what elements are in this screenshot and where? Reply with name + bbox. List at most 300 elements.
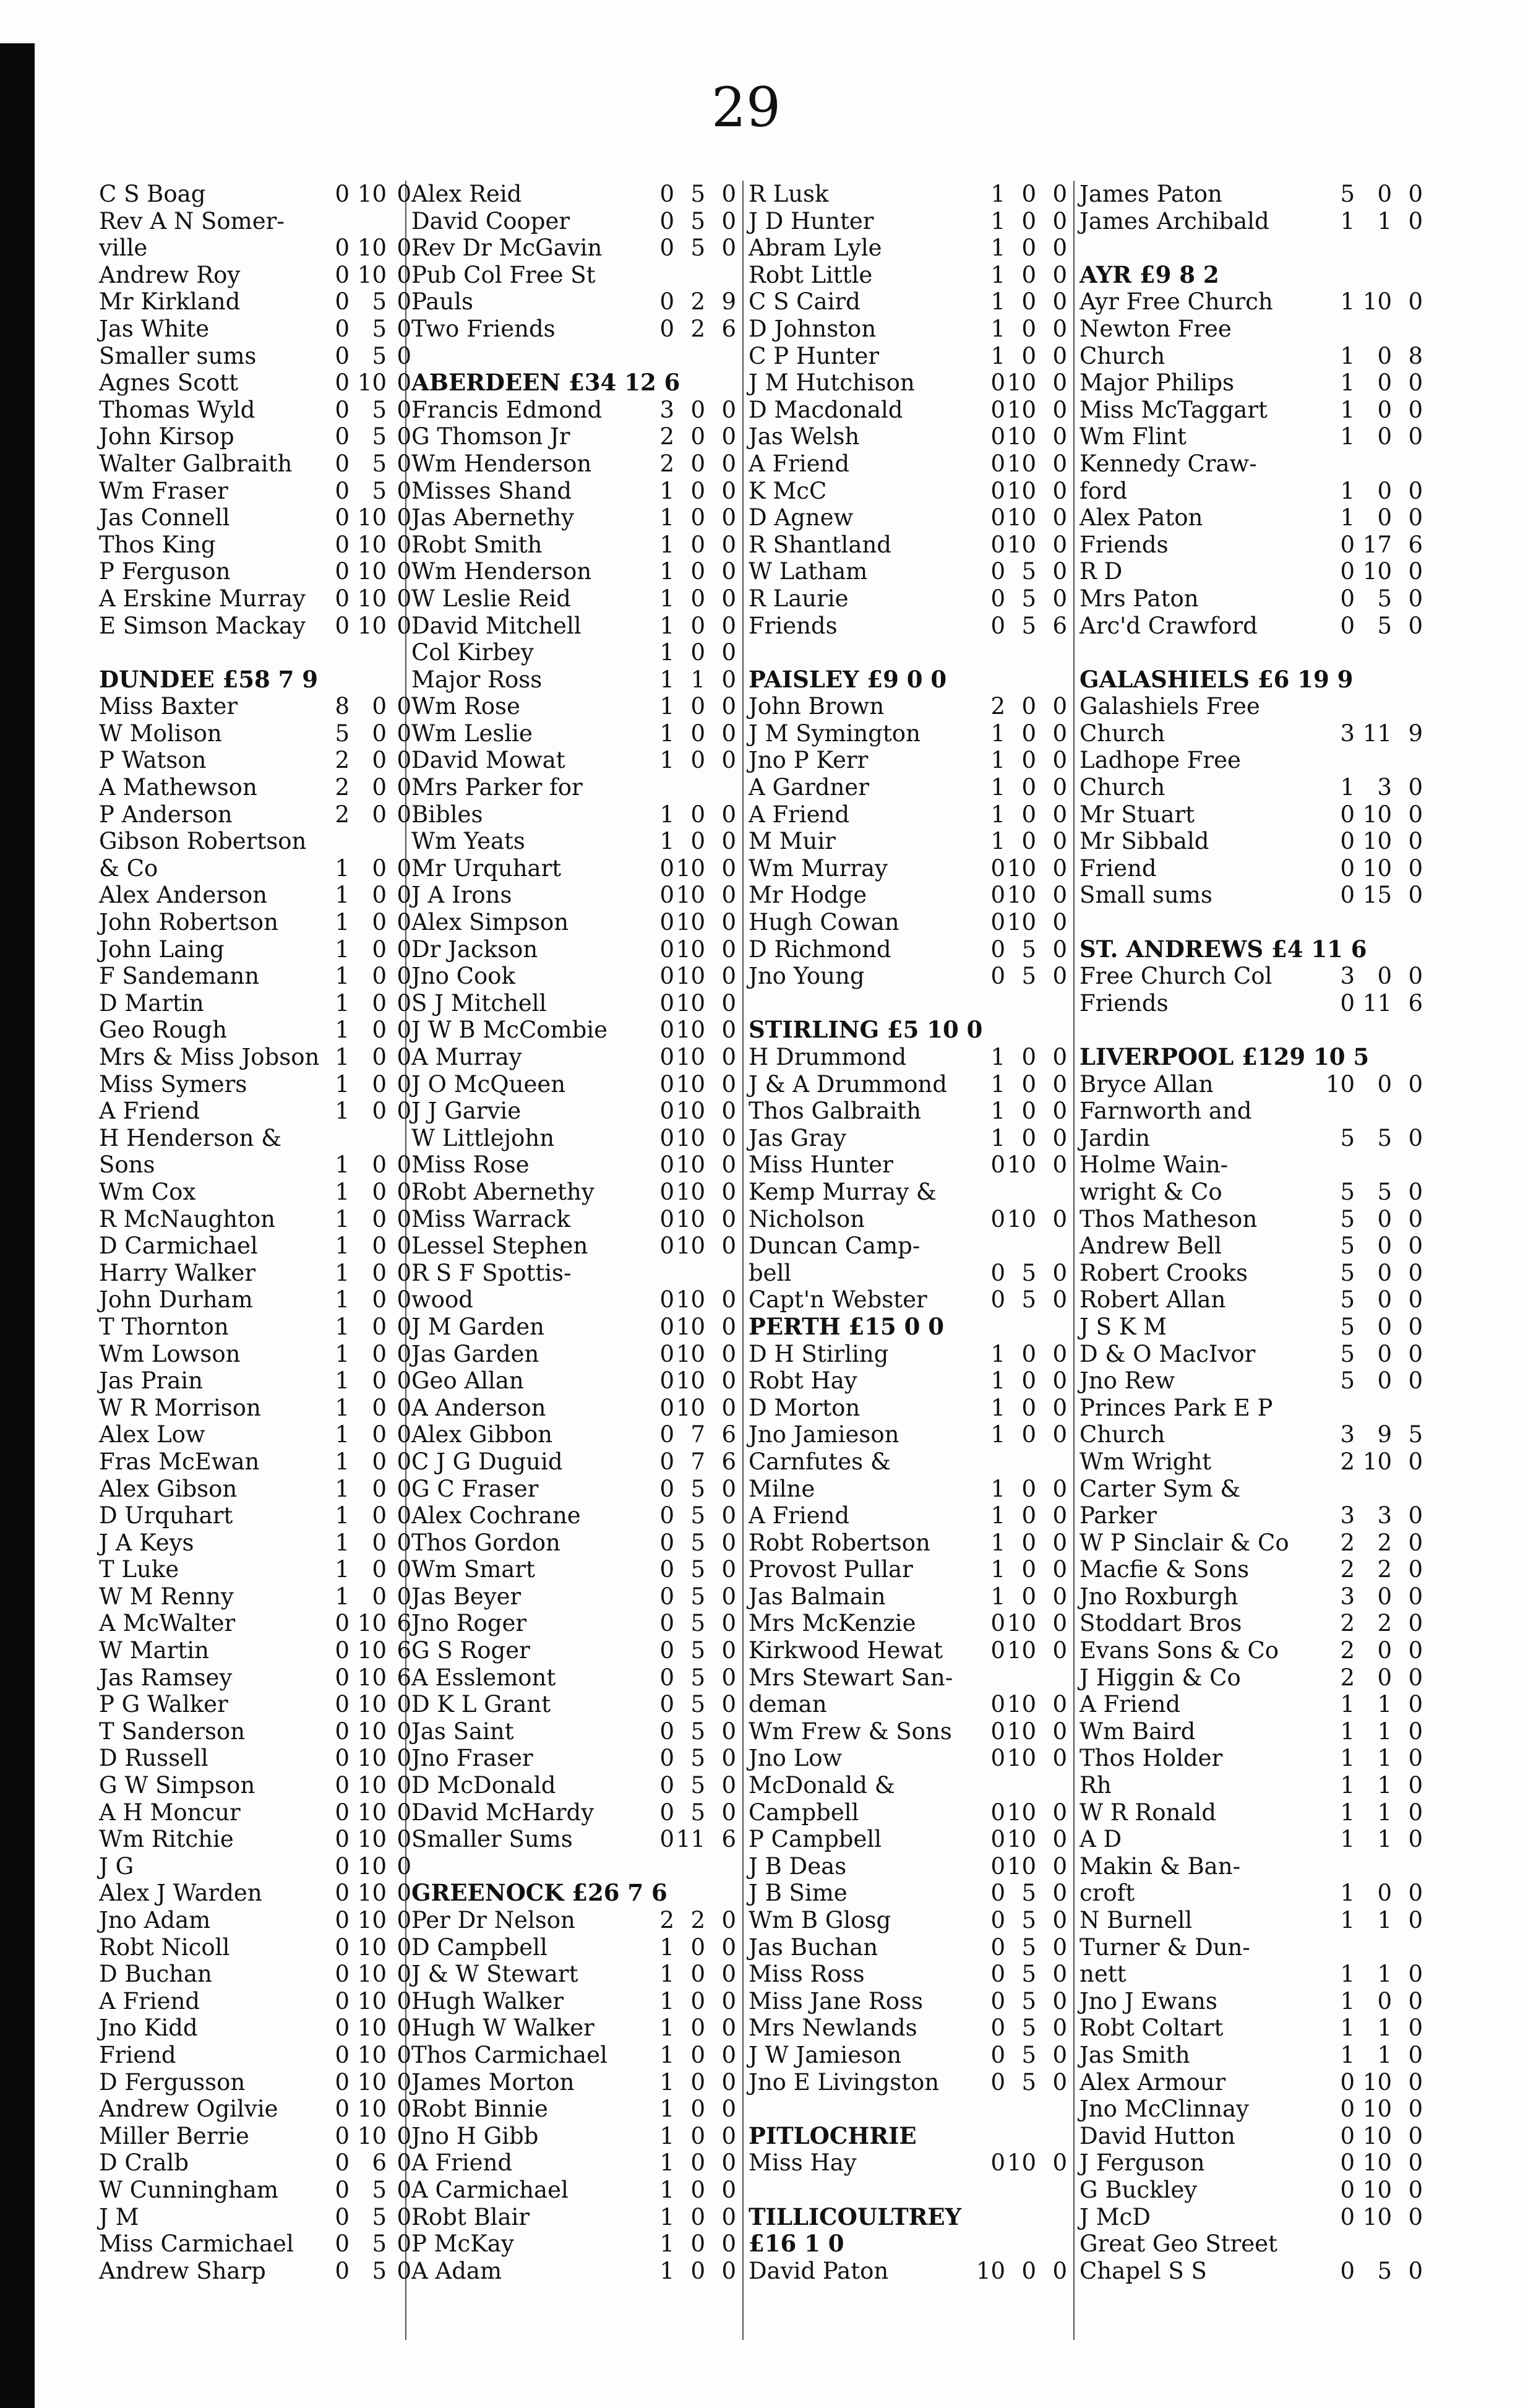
list-entry [1079,450,1426,478]
list-entry [99,854,411,882]
amount-shillings: 0 [690,801,705,828]
amount-pounds: 0 [659,1070,674,1098]
amount-shillings: 0 [1021,1340,1036,1367]
amount-pence: 5 [1408,1421,1423,1448]
list-entry [99,1070,411,1098]
amount-pounds: 1 [1340,288,1355,316]
subscriber-name: D Agnew [749,504,854,531]
amount-shillings: 0 [372,1259,387,1286]
subscriber-name: Major Philips [1079,369,1235,397]
amount-shillings: 0 [690,504,705,531]
list-entry [99,2149,411,2177]
subscriber-name: Jas White [99,315,210,342]
list-entry [411,1637,745,1664]
list-entry [1079,1448,1426,1476]
subscriber-name: W M Renny [99,1583,234,1610]
subscriber-name: Gibson Robertson [99,828,307,855]
amount-pence: 0 [1052,1933,1067,1961]
amount-pence: 0 [721,801,736,828]
list-entry [411,639,745,666]
subscriber-name: Bibles [411,801,483,828]
amount-shillings: 5 [690,1475,705,1502]
amount-shillings: 0 [372,1583,387,1610]
amount-pence: 0 [1052,477,1067,504]
list-entry [411,693,745,720]
subscriber-name: Miss Hay [749,2149,857,2177]
list-entry [99,423,411,450]
list-entry [749,666,1076,694]
subscriber-name: Mrs Stewart San- [749,1664,953,1691]
amount-pence: 6 [1052,612,1067,639]
amount-pounds: 1 [335,1178,350,1205]
list-entry [99,1691,411,1718]
list-entry [1079,1098,1426,1125]
amount-pounds: 0 [335,2096,350,2123]
amount-pence: 0 [721,1772,736,1799]
subscriber-name: C J G Duguid [411,1448,563,1475]
subscriber-name: Alex J Warden [99,1880,262,1907]
subscriber-name: Per Dr Nelson [411,1907,575,1933]
amount-shillings: 10 [1007,1799,1036,1826]
amount-pence: 0 [721,2122,736,2149]
amount-pence: 0 [1052,1610,1067,1637]
binding-edge [0,43,35,2408]
subscriber-name: Wm Leslie [411,720,533,747]
amount-pounds: 1 [990,342,1005,369]
amount-pounds: 0 [990,2041,1005,2068]
amount-shillings: 10 [1007,1826,1036,1853]
list-entry [1079,531,1426,559]
amount-pence: 0 [1408,2096,1423,2123]
list-entry [99,1637,411,1664]
subscriber-name: D Russell [99,1745,208,1772]
amount-pence: 0 [721,2015,736,2042]
subscriber-name: wood [411,1286,473,1314]
amount-pence: 0 [721,2230,736,2258]
subscriber-name: Jas Welsh [749,423,860,450]
amount-pounds: 1 [659,2176,674,2203]
list-entry [1079,1286,1426,1314]
list-entry [1079,2258,1426,2285]
list-entry [411,1232,745,1260]
amount-pounds: 1 [335,1151,350,1179]
amount-shillings: 0 [690,1933,705,1961]
subscriber-name: P G Walker [99,1691,228,1718]
amount-pence: 0 [721,1098,736,1125]
amount-pence: 0 [397,2068,411,2096]
list-entry [749,828,1076,855]
list-entry [411,1556,745,1583]
amount-pence: 0 [397,693,411,720]
amount-shillings: 0 [690,2203,705,2230]
amount-pounds: 2 [335,801,350,828]
subscriber-name: Hugh Cowan [749,909,899,936]
amount-shillings: 10 [357,531,387,558]
amount-pounds: 0 [990,1205,1005,1232]
amount-pounds: 0 [335,1880,350,1907]
place-heading: ABERDEEN £34 12 6 [411,369,680,397]
amount-pounds: 1 [1340,2015,1355,2042]
subscriber-name: Wm Murray [749,854,888,882]
amount-pence: 0 [721,909,736,936]
amount-pounds: 0 [1340,2122,1355,2149]
subscriber-name: Miss Jane Ross [749,1987,923,2015]
subscriber-name: Turner & Dun- [1079,1933,1250,1961]
amount-pence: 0 [1408,1205,1423,1232]
list-entry [99,504,411,531]
amount-pence: 0 [1052,2149,1067,2177]
amount-shillings: 5 [372,423,387,450]
subscriber-name: Wm Frew & Sons [749,1718,952,1745]
amount-shillings: 0 [372,935,387,963]
subscriber-name: Jno Roxburgh [1079,1583,1238,1610]
subscriber-name: J M [99,2203,139,2230]
list-entry [1079,1772,1426,1799]
subscriber-name: Jno H Gibb [411,2122,539,2149]
amount-shillings: 11 [676,1826,705,1853]
list-entry [411,801,745,828]
amount-shillings: 5 [690,234,705,262]
amount-pence: 0 [1408,1340,1423,1367]
amount-shillings: 10 [1362,2203,1392,2230]
amount-pence: 0 [1052,558,1067,585]
subscriber-name: deman [749,1691,827,1718]
amount-shillings: 0 [372,1475,387,1502]
amount-shillings: 5 [690,1556,705,1583]
amount-shillings: 0 [372,1098,387,1125]
amount-shillings: 5 [1021,612,1036,639]
amount-pence: 0 [397,1421,411,1448]
amount-shillings: 0 [690,585,705,612]
amount-pence: 0 [1408,2015,1423,2042]
amount-shillings: 5 [1377,585,1392,612]
list-entry [411,1718,745,1745]
list-entry [1079,1583,1426,1610]
amount-pence: 0 [1408,288,1423,316]
amount-pounds: 1 [990,1340,1005,1367]
amount-pence: 0 [721,693,736,720]
amount-pence: 0 [721,1394,736,1421]
amount-pence: 0 [1408,1987,1423,2015]
amount-pence: 0 [397,2015,411,2042]
amount-shillings: 10 [1007,504,1036,531]
amount-pounds: 0 [335,1718,350,1745]
list-entry [99,1745,411,1772]
subscriber-name: Makin & Ban- [1079,1852,1241,1880]
place-heading: TILLICOULTREY [749,2203,962,2230]
subscriber-name: Alex Simpson [411,909,569,936]
subscriber-name: Evans Sons & Co [1079,1637,1279,1664]
amount-pounds: 1 [659,2068,674,2096]
list-entry [749,1583,1076,1610]
list-entry [1079,639,1426,666]
amount-pence: 0 [1408,1529,1423,1556]
subscriber-name: Nicholson [749,1205,865,1232]
amount-pence: 0 [397,585,411,612]
amount-shillings: 10 [357,1852,387,1880]
amount-pence: 0 [1408,1826,1423,1853]
amount-pounds: 0 [659,1691,674,1718]
amount-pounds: 0 [990,1961,1005,1988]
subscriber-name: Jas Prain [99,1367,203,1395]
list-entry [1079,1179,1426,1206]
amount-shillings: 10 [1362,2122,1392,2149]
amount-pence: 0 [397,1583,411,1610]
amount-pence: 0 [721,1637,736,1664]
amount-shillings: 10 [676,882,705,909]
amount-shillings: 10 [1362,2096,1392,2123]
list-entry [1079,585,1426,613]
amount-pounds: 0 [1340,2257,1355,2284]
subscriber-name: E Simson Mackay [99,612,306,639]
list-entry [1079,234,1426,262]
list-entry [411,1314,745,1341]
amount-shillings: 0 [372,882,387,909]
amount-shillings: 1 [690,666,705,693]
amount-shillings: 0 [1021,1044,1036,1070]
amount-shillings: 10 [357,2122,387,2149]
subscriber-name: Abram Lyle [749,234,882,262]
list-entry [99,989,411,1017]
amount-shillings: 5 [690,1718,705,1745]
list-entry [411,2149,745,2177]
subscriber-name: Farnworth and [1079,1098,1252,1125]
amount-shillings: 1 [1377,1799,1392,1826]
subscriber-name: G W Simpson [99,1772,255,1799]
amount-pence: 0 [1052,720,1067,747]
amount-shillings: 0 [1021,720,1036,747]
list-entry [1079,1718,1426,1745]
list-entry [1079,1637,1426,1664]
list-entry [1079,747,1426,774]
subscriber-name: W Martin [99,1637,209,1664]
amount-pounds: 0 [335,342,350,369]
amount-pence: 0 [1408,854,1423,882]
amount-shillings: 0 [690,828,705,855]
amount-pounds: 0 [990,1907,1005,1933]
list-entry [1079,1206,1426,1233]
subscriber-name: Alex Cochrane [411,1502,581,1529]
amount-pence: 0 [1052,2041,1067,2068]
amount-shillings: 10 [676,1151,705,1179]
subscriber-name: Church [1079,1421,1165,1448]
list-entry [99,2068,411,2096]
subscriber-name: J McD [1079,2203,1151,2230]
amount-shillings: 10 [1362,1448,1392,1475]
amount-pence: 0 [721,1070,736,1098]
amount-shillings: 0 [1377,1313,1392,1340]
amount-pounds: 2 [990,693,1005,720]
subscriber-name: Robert Crooks [1079,1259,1248,1286]
amount-shillings: 0 [372,1367,387,1395]
subscriber-name: Friends [1079,989,1169,1017]
amount-shillings: 10 [357,1610,387,1637]
amount-pence: 0 [1408,882,1423,909]
amount-shillings: 0 [690,558,705,585]
amount-pounds: 1 [990,1529,1005,1556]
amount-pounds: 1 [659,2203,674,2230]
list-entry [1079,828,1426,855]
amount-pence: 0 [1052,207,1067,234]
amount-shillings: 10 [1007,1691,1036,1718]
subscriber-name: Thomas Wyld [99,396,255,423]
subscriber-name: David Cooper [411,207,570,234]
amount-pounds: 1 [335,935,350,963]
amount-pounds: 1 [335,854,350,882]
amount-pounds: 2 [659,450,674,477]
amount-pence: 0 [721,882,736,909]
amount-shillings: 10 [676,1124,705,1151]
amount-pounds: 1 [659,612,674,639]
list-entry [411,1691,745,1718]
amount-pence: 0 [721,1933,736,1961]
list-entry [1079,1071,1426,1098]
amount-pounds: 0 [335,1745,350,1772]
subscriber-name: Jas Abernethy [411,504,574,531]
list-entry [99,2015,411,2042]
amount-shillings: 5 [690,1799,705,1826]
amount-shillings: 0 [372,1448,387,1475]
amount-shillings: 5 [1021,1880,1036,1907]
subscriber-name: D Johnston [749,315,877,342]
amount-shillings: 10 [676,963,705,990]
amount-pounds: 1 [1340,1907,1355,1933]
amount-shillings: 0 [372,1070,387,1098]
amount-shillings: 10 [357,1745,387,1772]
amount-pence: 0 [1408,1070,1423,1098]
subscriber-name: Holme Wain- [1079,1151,1229,1179]
list-entry [749,2015,1076,2042]
amount-pounds: 0 [659,1340,674,1367]
amount-pounds: 0 [659,1664,674,1691]
amount-pounds: 0 [335,261,350,288]
subscriber-name: S J Mitchell [411,989,547,1017]
amount-pence: 0 [1052,1799,1067,1826]
amount-pounds: 1 [990,1098,1005,1125]
amount-shillings: 1 [1377,1961,1392,1988]
subscriber-name: J B Deas [749,1852,847,1880]
subscriber-name: Newton Free [1079,315,1232,342]
list-entry [749,1664,1076,1692]
list-entry [1079,288,1426,316]
amount-pounds: 1 [659,639,674,666]
list-entry [99,315,411,343]
list-entry [411,1260,745,1287]
list-entry [1079,1314,1426,1341]
list-entry [411,774,745,801]
subscriber-name: Robt Blair [411,2203,530,2230]
amount-shillings: 10 [676,1070,705,1098]
subscriber-name: Friends [1079,531,1169,558]
amount-pence: 0 [397,2257,411,2284]
list-entry [749,963,1076,990]
amount-pounds: 0 [659,234,674,262]
list-entry [1079,181,1426,208]
amount-pounds: 10 [1325,1070,1355,1098]
list-entry [1079,1367,1426,1395]
amount-pence: 0 [721,1961,736,1988]
amount-shillings: 10 [676,1017,705,1044]
amount-pounds: 5 [1340,1124,1355,1151]
amount-shillings: 0 [372,1151,387,1179]
subscriber-name: Great Geo Street [1079,2230,1277,2258]
amount-pounds: 0 [659,882,674,909]
amount-shillings: 10 [1007,477,1036,504]
amount-pounds: 0 [335,181,350,207]
subscriber-name: T Thornton [99,1313,229,1340]
amount-pence: 0 [397,1286,411,1314]
amount-pounds: 3 [1340,963,1355,990]
amount-pence: 6 [721,315,736,342]
subscriber-name: Arc'd Crawford [1079,612,1258,639]
amount-shillings: 5 [1021,585,1036,612]
subscriber-name: James Paton [1079,181,1222,207]
amount-pence: 0 [1052,2257,1067,2284]
amount-shillings: 0 [1021,1098,1036,1125]
amount-pounds: 1 [990,1475,1005,1502]
subscriber-name: J W B McCombie [411,1017,608,1044]
amount-pounds: 1 [1340,342,1355,369]
amount-pounds: 0 [659,1475,674,1502]
amount-shillings: 15 [1362,882,1392,909]
amount-shillings: 10 [676,1044,705,1070]
list-entry [411,1395,745,1422]
amount-pounds: 1 [990,774,1005,801]
amount-shillings: 5 [1021,1286,1036,1314]
amount-shillings: 10 [357,585,387,612]
amount-shillings: 0 [1021,342,1036,369]
amount-shillings: 0 [372,1421,387,1448]
list-entry [99,639,408,666]
amount-shillings: 0 [372,1017,387,1044]
amount-pence: 0 [1408,1232,1423,1260]
list-entry [749,1718,1076,1745]
amount-pounds: 1 [990,207,1005,234]
amount-pence: 0 [397,774,411,801]
list-entry [411,558,745,585]
list-entry [1079,558,1426,585]
amount-pounds: 1 [659,801,674,828]
subscriber-name: James Morton [411,2068,575,2096]
amount-pounds: 0 [335,2203,350,2230]
amount-pounds: 0 [335,1826,350,1853]
amount-pounds: 0 [335,585,350,612]
amount-shillings: 5 [1377,1178,1392,1205]
amount-pence: 0 [721,1340,736,1367]
list-entry [1079,316,1426,343]
list-entry [99,1313,411,1341]
amount-pounds: 1 [1340,207,1355,234]
amount-pounds: 1 [990,1124,1005,1151]
subscriber-name: Jno Rew [1079,1367,1175,1395]
amount-pounds: 0 [659,1232,674,1260]
amount-shillings: 2 [690,288,705,316]
amount-shillings: 0 [690,2041,705,2068]
list-entry [1079,423,1426,450]
amount-shillings: 10 [357,1691,387,1718]
subscriber-name: J Higgin & Co [1079,1664,1241,1691]
amount-pence: 0 [397,1475,411,1502]
amount-pounds: 1 [1340,1961,1355,1988]
subscriber-name: Jas Gray [749,1124,846,1151]
amount-pence: 0 [1408,2149,1423,2177]
amount-pence: 0 [721,2149,736,2177]
subscriber-name: T Luke [99,1556,179,1583]
list-entry [749,208,1076,235]
subscriber-name: R Laurie [749,585,849,612]
amount-pence: 0 [721,1151,736,1179]
amount-pounds: 0 [990,1286,1005,1314]
